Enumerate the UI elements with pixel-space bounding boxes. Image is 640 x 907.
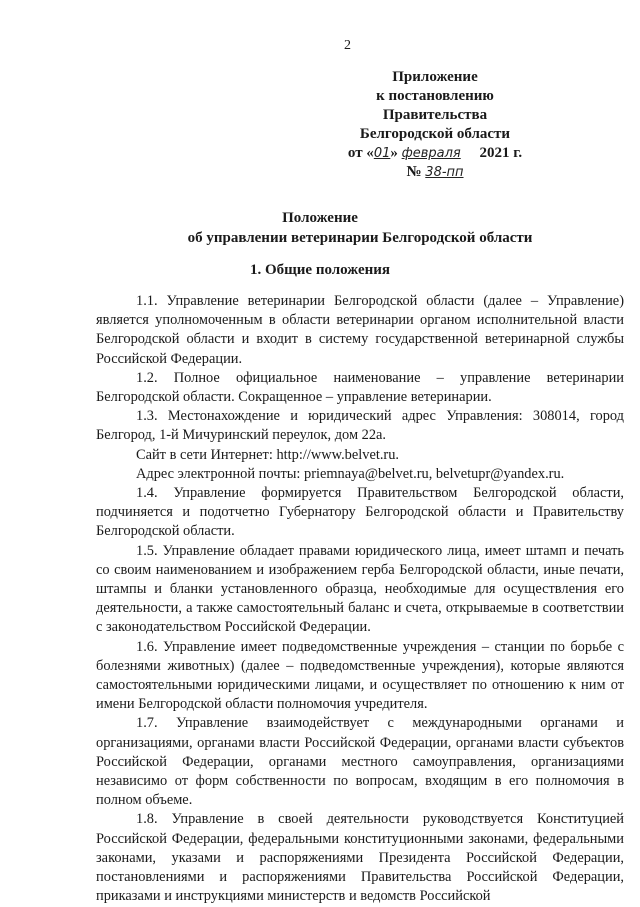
paragraph-1-3: 1.3. Местонахождение и юридический адрес Управления: 308014, город Белгород, 1-й Мичуринский переулок, дом 22а. xyxy=(96,408,624,444)
paragraph-1-1: 1.1. Управление ветеринарии Белгородской области (далее – Управление) является уполномоченным в области ветеринарии органом исполнительной власти Белгородской области и входит в систему государственной ветеринарной службы Российской Федерации. xyxy=(96,293,624,367)
paragraph-1-2: 1.2. Полное официальное наименование – управление ветеринарии Белгородской области. Сокращенное – управление ветеринарии. xyxy=(96,369,624,406)
paragraph-1-8: 1.8. Управление в своей деятельности руководствуется Конституцией Российской Федерации, федеральными конституционными законами, федеральными законами, указами и распоряжениями Президента Российской Федерации, постановлениями и распоряжениями Правительства Российской Федерации, приказами и инструкциями министерств и ведомств Российской xyxy=(96,811,624,905)
appendix-number-line xyxy=(330,163,540,182)
appendix-resolution-line: к постановлению Правительства xyxy=(376,88,494,123)
document-title: Положение xyxy=(282,210,358,226)
appendix-block xyxy=(330,68,540,182)
paragraph-1-5: 1.5. Управление обладает правами юридического лица, имеет штамп и печать со своим наименованием и изображением герба Белгородской области, иные печати, штампы и бланки установленного образца, необходимые для осуществления его деятельности, а также самостоятельный баланс и счета, открываемые в соответствии с законодательством Российской Федерации. xyxy=(96,542,624,636)
paragraph-1-7: 1.7. Управление взаимодействует с международными органами и организациями, органами власти Российской Федерации, органами власти субъектов Российской Федерации, органами местного самоуправления, организациями независимо от форм собственности по вопросам, входящим в его полномочия в полном объеме. xyxy=(96,715,624,809)
document-subtitle: об управлении ветеринарии Белгородской области xyxy=(187,230,533,246)
appendix-label: Приложение xyxy=(392,69,478,85)
page-number: 2 xyxy=(344,38,351,53)
section-heading: 1. Общие положения xyxy=(249,262,391,278)
date-year: 2021 г. xyxy=(479,145,523,161)
date-month: февраля xyxy=(401,146,461,161)
date-mid: » xyxy=(390,145,398,161)
number-value: 38-пп xyxy=(425,165,464,180)
appendix-region-line: Белгородской области xyxy=(359,126,511,142)
paragraph-1-6: 1.6. Управление имеет подведомственные учреждения – станции по борьбе с болезнями животных) (далее – подведомственные учреждения), которые являются самостоятельными юридическими лицами, и осуществляет по отношению к ним от имени Белгородской области полномочия учредителя. xyxy=(96,638,624,713)
appendix-date-line xyxy=(330,144,540,163)
date-prefix: от « xyxy=(347,145,374,161)
number-prefix: № xyxy=(406,164,422,180)
date-day: 01 xyxy=(373,146,391,161)
paragraph-website: Сайт в сети Интернет: http://www.belvet.ru. xyxy=(136,446,400,463)
document-body xyxy=(96,292,624,907)
paragraph-email: Адрес электронной почты: priemnaya@belvet.ru, belvetupr@yandex.ru. xyxy=(136,465,565,482)
paragraph-1-4: 1.4. Управление формируется Правительством Белгородской области, подчиняется и подотчетно Губернатору Белгородской области и Правительству Белгородской области. xyxy=(96,485,624,540)
